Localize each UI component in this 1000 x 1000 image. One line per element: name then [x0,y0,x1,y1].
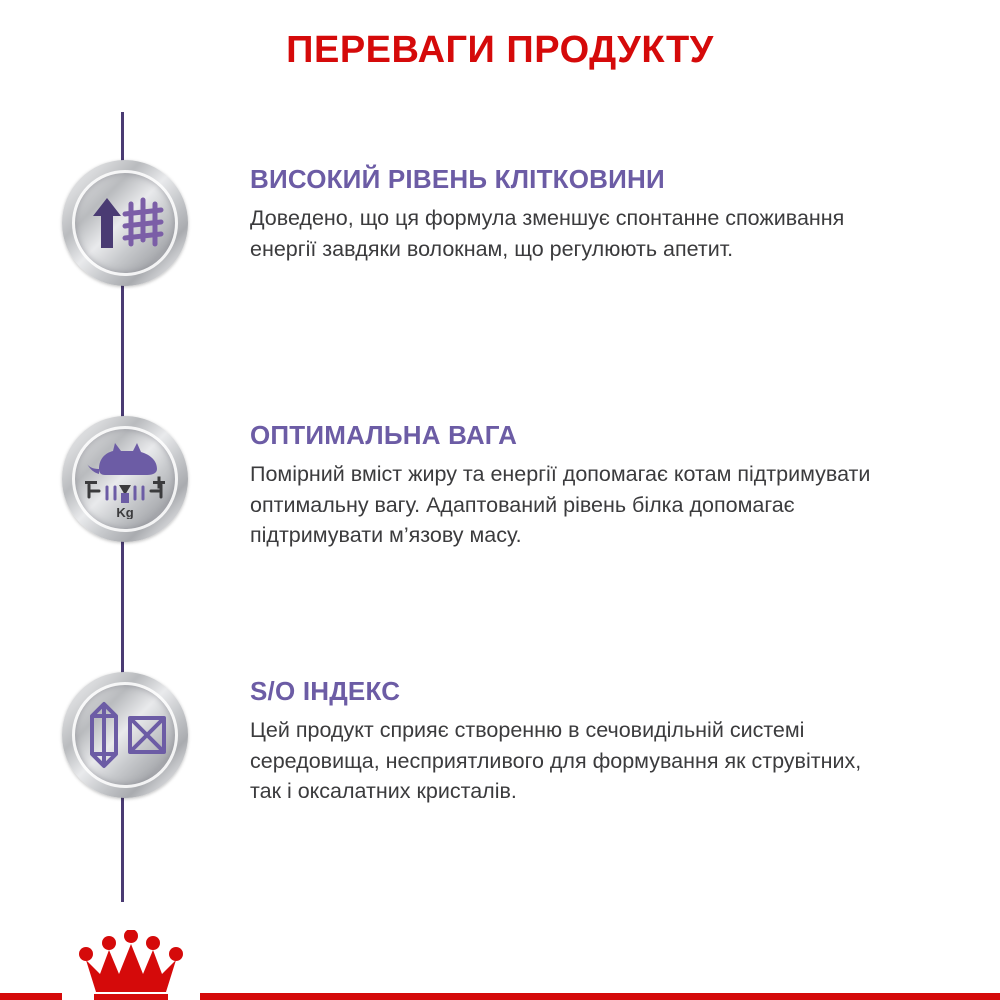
benefit-icon-wrap [0,150,250,286]
footer-accent-bar-left [0,993,62,1000]
benefit-title: ОПТИМАЛЬНА ВАГА [250,420,518,450]
benefit-body: Цей продукт сприяє створенню в сечовидільній системі середовища, несприятливого для формування як струвітних, так і оксалатних кристалів. [250,718,862,804]
arrow-up-fiber-icon [62,160,188,286]
cat-weight-scale-icon [62,416,188,542]
benefits-list [0,150,1000,918]
svg-text:Kg: Kg [116,505,134,519]
footer-accent-bar-right [200,993,1000,1000]
urinary-crystals-icon [62,672,188,798]
benefit-item-ideal-weight [0,406,1000,596]
royal-canin-crown-logo [62,916,200,1000]
page-footer [0,916,1000,1000]
benefit-title: S/O ІНДЕКС [250,676,401,706]
benefit-icon-wrap [0,662,250,798]
benefit-body: Доведено, що ця формула зменшує спонтанне споживання енергії завдяки волокнам, що регулюють апетит. [250,206,845,261]
benefit-text-col [250,406,1000,551]
benefit-item-so-index [0,662,1000,852]
benefit-text-col [250,150,1000,264]
page-title: ПЕРЕВАГИ ПРОДУКТУ [286,28,714,71]
benefit-icon-wrap [0,406,250,542]
benefit-body: Помірний вміст жиру та енергії допомагає котам підтримувати оптимальну вагу. Адаптований рівень білка допомагає підтримувати м’язову масу. [250,462,871,548]
benefit-title: ВИСОКИЙ РІВЕНЬ КЛІТКОВИНИ [250,164,665,194]
benefit-item-fiber [0,150,1000,340]
benefit-text-col [250,662,1000,807]
page-header [0,0,1000,100]
